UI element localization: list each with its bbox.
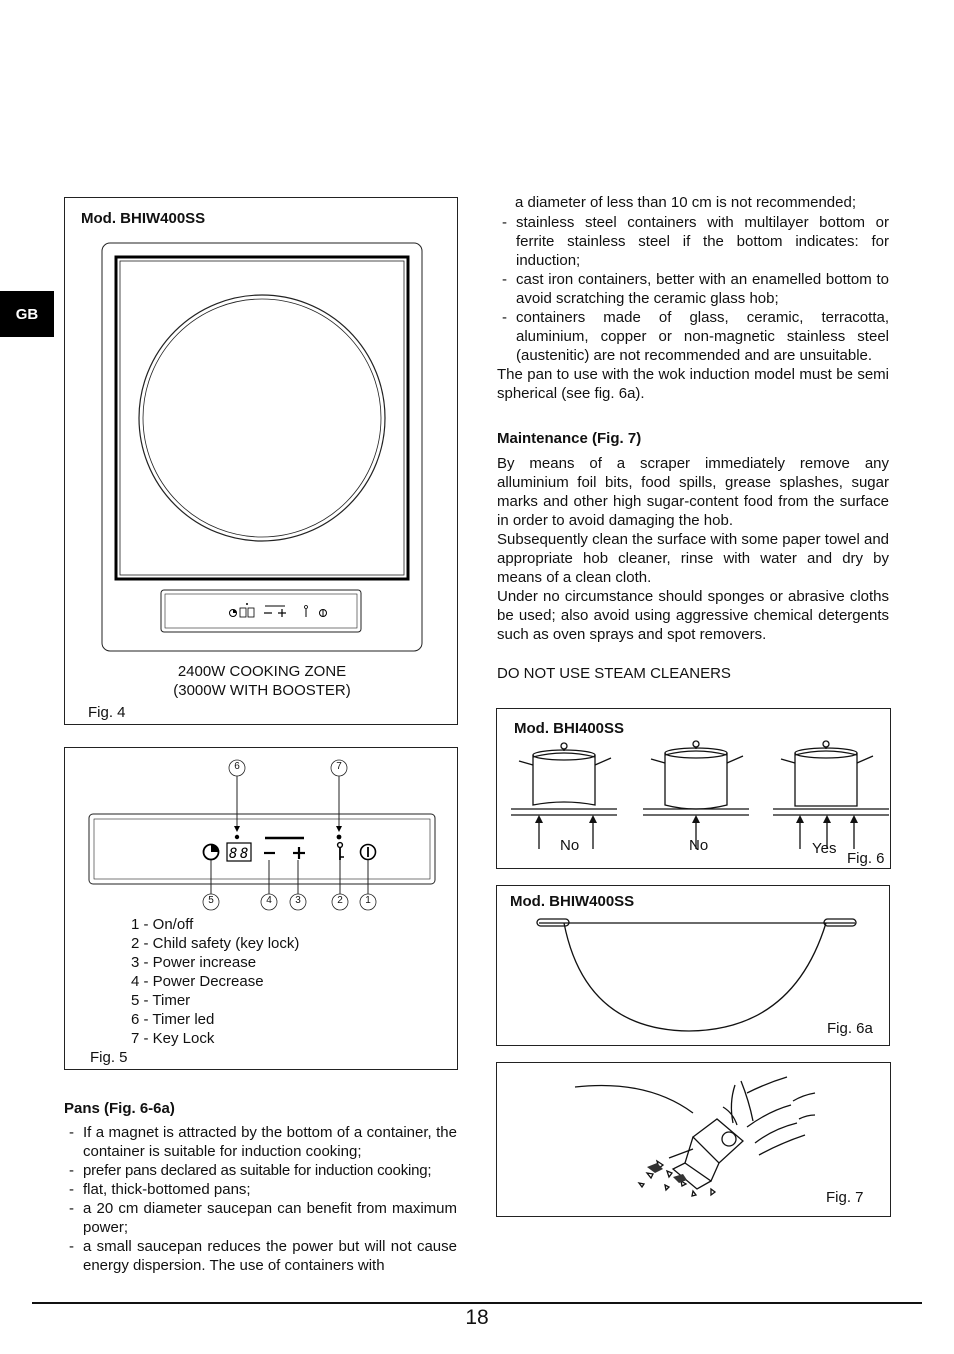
fig4-zone-line2: (3000W WITH BOOSTER) bbox=[173, 682, 351, 699]
callout-6: 6 bbox=[234, 761, 240, 772]
material-list bbox=[497, 213, 889, 403]
footer-rule bbox=[32, 1302, 922, 1304]
maintenance-heading: Maintenance (Fig. 7) bbox=[497, 430, 642, 447]
fig4-zone-line1: 2400W COOKING ZONE bbox=[177, 663, 347, 680]
legend-item: 4 - Power Decrease bbox=[131, 973, 264, 990]
list-item: - a 20 cm diameter saucepan can benefit from maximum power; bbox=[69, 1200, 457, 1236]
maintenance-paragraph: Subsequently clean the surface with some paper towel and appropriate hob cleaner, rinse with water and dry by means of a clean cloth. bbox=[497, 531, 889, 586]
fig4-model: Mod. BHIW400SS bbox=[81, 210, 206, 227]
maintenance-paragraph: By means of a scraper immediately remove any alluminium foil bits, food spills, grease splashes, sugar marks and other high sugar-content food from the surface in order to avoid damaging the hob. bbox=[497, 455, 889, 529]
steam-warning: DO NOT USE STEAM CLEANERS bbox=[497, 665, 731, 682]
page-number: 18 bbox=[465, 1306, 489, 1329]
fig6-model: Mod. BHI400SS bbox=[514, 720, 625, 737]
fig7-box bbox=[496, 1062, 891, 1217]
fig5-box bbox=[64, 747, 458, 1070]
callout-5: 5 bbox=[208, 895, 214, 906]
language-tab: GB bbox=[0, 291, 54, 337]
list-item: - If a magnet is attracted by the bottom of a container, the container is suitable for induction cooking; bbox=[69, 1124, 457, 1160]
legend-item: 7 - Key Lock bbox=[131, 1030, 215, 1047]
fig6-box bbox=[496, 708, 891, 869]
svg-text:8: 8 bbox=[229, 846, 238, 862]
pan-label-yes: Yes bbox=[812, 840, 837, 857]
fig6-label: Fig. 6 bbox=[847, 850, 885, 867]
list-item: - a small saucepan reduces the power but will not cause energy dispersion. The use of containers with bbox=[69, 1238, 457, 1274]
list-item: - stainless steel containers with multilayer bottom or ferrite stainless steel if the bottom indicates: for induction; bbox=[502, 214, 889, 269]
callout-2: 2 bbox=[337, 895, 343, 906]
fig5-legend bbox=[131, 915, 299, 1048]
callout-1: 1 bbox=[365, 895, 371, 906]
hob-drawing bbox=[65, 198, 459, 668]
legend-item: 2 - Child safety (key lock) bbox=[131, 935, 300, 952]
list-item: - flat, thick-bottomed pans; bbox=[69, 1181, 251, 1198]
pan-label-no-2: No bbox=[689, 837, 709, 854]
legend-item: 3 - Power increase bbox=[131, 954, 257, 971]
control-panel-drawing bbox=[65, 748, 459, 918]
pans-heading: Pans (Fig. 6-6a) bbox=[64, 1100, 175, 1117]
maintenance-paragraph: Under no circumstance should sponges or abrasive cloths be used; also avoid using aggressive chemical detergents such as oven sprays and spot removers. bbox=[497, 588, 889, 643]
legend-item: 5 - Timer bbox=[131, 992, 191, 1009]
list-item: - cast iron containers, better with an enamelled bottom to avoid scratching the ceramic glass hob; bbox=[502, 271, 889, 307]
maintenance-text bbox=[497, 454, 889, 644]
legend-item: 6 - Timer led bbox=[131, 1011, 215, 1028]
fig6a-box bbox=[496, 885, 890, 1046]
fig4-box bbox=[64, 197, 458, 725]
svg-text:8: 8 bbox=[240, 846, 249, 862]
list-item: - prefer pans declared as suitable for induction cooking; bbox=[69, 1162, 432, 1179]
wok-note: The pan to use with the wok induction model must be semi spherical (see fig. 6a). bbox=[497, 366, 889, 402]
fig6a-model: Mod. BHIW400SS bbox=[510, 893, 635, 910]
fig4-label: Fig. 4 bbox=[88, 704, 126, 721]
callout-4: 4 bbox=[266, 895, 272, 906]
pan-label-no-1: No bbox=[560, 837, 580, 854]
continued-text: a diameter of less than 10 cm is not recommended; bbox=[515, 194, 857, 211]
pans-list bbox=[64, 1123, 457, 1275]
list-item: - containers made of glass, ceramic, terracotta, aluminium, copper or non-magnetic stainless steel (austenitic) are not recommended and are unsuitable. bbox=[502, 309, 889, 364]
fig7-label: Fig. 7 bbox=[826, 1189, 864, 1206]
callout-3: 3 bbox=[295, 895, 301, 906]
legend-item: 1 - On/off bbox=[131, 916, 194, 933]
fig6a-label: Fig. 6a bbox=[827, 1020, 873, 1037]
fig5-label: Fig. 5 bbox=[90, 1049, 128, 1066]
callout-7: 7 bbox=[336, 761, 342, 772]
